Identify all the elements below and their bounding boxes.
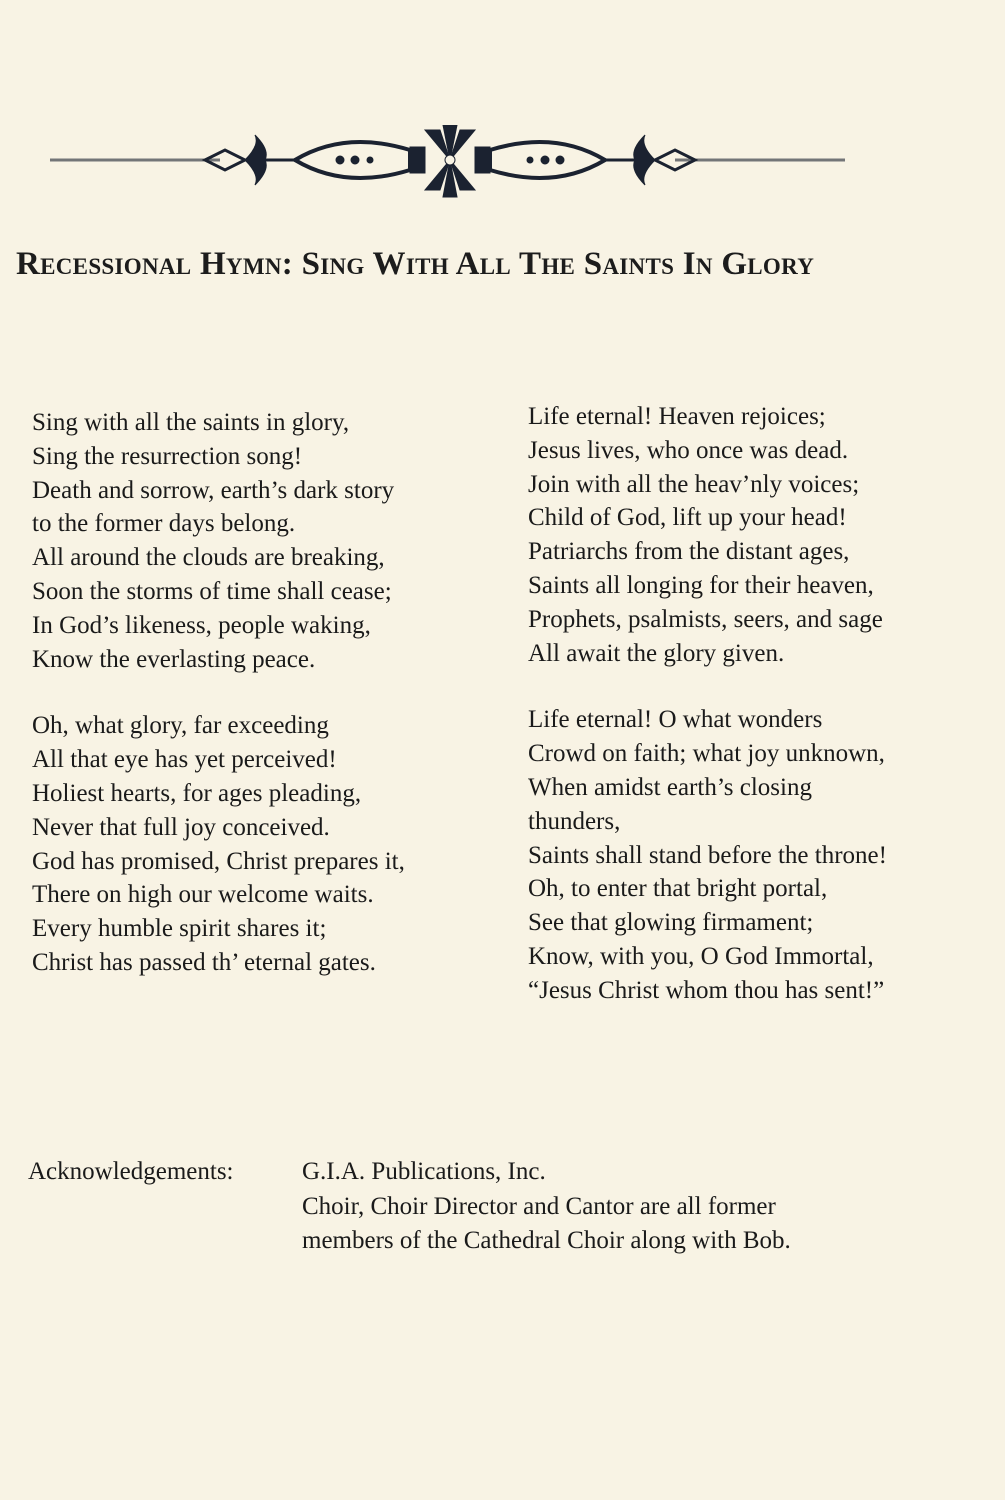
- hymn-left-column: [32, 406, 405, 1013]
- acknowledgements-label: Acknowledgements:: [28, 1158, 234, 1185]
- lyric-line: See that glowing firmament;: [528, 909, 814, 937]
- lyric-line: Life eternal! Heaven rejoices;: [528, 403, 826, 430]
- lyric-line: Sing with all the saints in glory,: [32, 409, 350, 436]
- acknowledgement-line: Choir, Choir Director and Cantor are all former: [302, 1192, 776, 1220]
- scroll-divider-ornament-icon: [45, 125, 855, 205]
- lyric-line: All that eye has yet perceived!: [32, 746, 337, 774]
- lyric-line: Sing the resurrection song!: [32, 442, 303, 470]
- lyric-line: “Jesus Christ whom thou has sent!”: [528, 976, 885, 1004]
- hymn-right-column: [528, 400, 887, 1041]
- lyric-line: Crowd on faith; what joy unknown,: [528, 740, 885, 768]
- lyric-line: Life eternal! O what wonders: [528, 706, 823, 734]
- lyric-line: Holiest hearts, for ages pleading,: [32, 779, 362, 807]
- acknowledgements-text: [302, 1155, 791, 1259]
- lyric-line: Child of God, lift up your head!: [528, 504, 847, 532]
- lyric-line: All await the glory given.: [528, 639, 785, 667]
- acknowledgement-line: G.I.A. Publications, Inc.: [302, 1158, 546, 1185]
- lyric-line: Know, with you, O God Immortal,: [528, 942, 874, 970]
- lyric-line: Patriarchs from the distant ages,: [528, 538, 850, 566]
- lyric-line: In God’s likeness, people waking,: [32, 611, 371, 639]
- lyric-line: Death and sorrow, earth’s dark story: [32, 476, 395, 504]
- lyric-line: Saints all longing for their heaven,: [528, 571, 874, 599]
- lyric-line: Jesus lives, who once was dead.: [528, 436, 849, 464]
- stanza-4: [528, 703, 887, 1007]
- page-title: Recessional Hymn: Sing With All The Saints In Glory: [16, 246, 815, 282]
- lyric-line: There on high our welcome waits.: [32, 881, 374, 909]
- lyric-line: Christ has passed th’ eternal gates.: [32, 948, 376, 976]
- lyric-line: Never that full joy conceived.: [32, 813, 330, 841]
- lyric-line: All around the clouds are breaking,: [32, 544, 385, 572]
- stanza-1: [32, 406, 405, 676]
- lyric-line: Every humble spirit shares it;: [32, 915, 327, 943]
- lyric-line: Saints shall stand before the throne!: [528, 841, 887, 869]
- stanza-3: [528, 400, 887, 670]
- lyric-line: When amidst earth’s closing: [528, 773, 812, 801]
- lyric-line: God has promised, Christ prepares it,: [32, 847, 405, 875]
- lyric-line: thunders,: [528, 807, 621, 835]
- lyric-line: Soon the storms of time shall cease;: [32, 577, 392, 605]
- lyric-line: Know the everlasting peace.: [32, 645, 316, 673]
- lyric-line: to the former days belong.: [32, 510, 296, 538]
- lyric-line: Prophets, psalmists, seers, and sage: [528, 605, 883, 633]
- lyric-line: Oh, what glory, far exceeding: [32, 712, 329, 740]
- lyric-line: Join with all the heav’nly voices;: [528, 470, 860, 498]
- lyric-line: Oh, to enter that bright portal,: [528, 875, 828, 903]
- stanza-2: [32, 709, 405, 979]
- acknowledgement-line: members of the Cathedral Choir along with Bob.: [302, 1227, 791, 1254]
